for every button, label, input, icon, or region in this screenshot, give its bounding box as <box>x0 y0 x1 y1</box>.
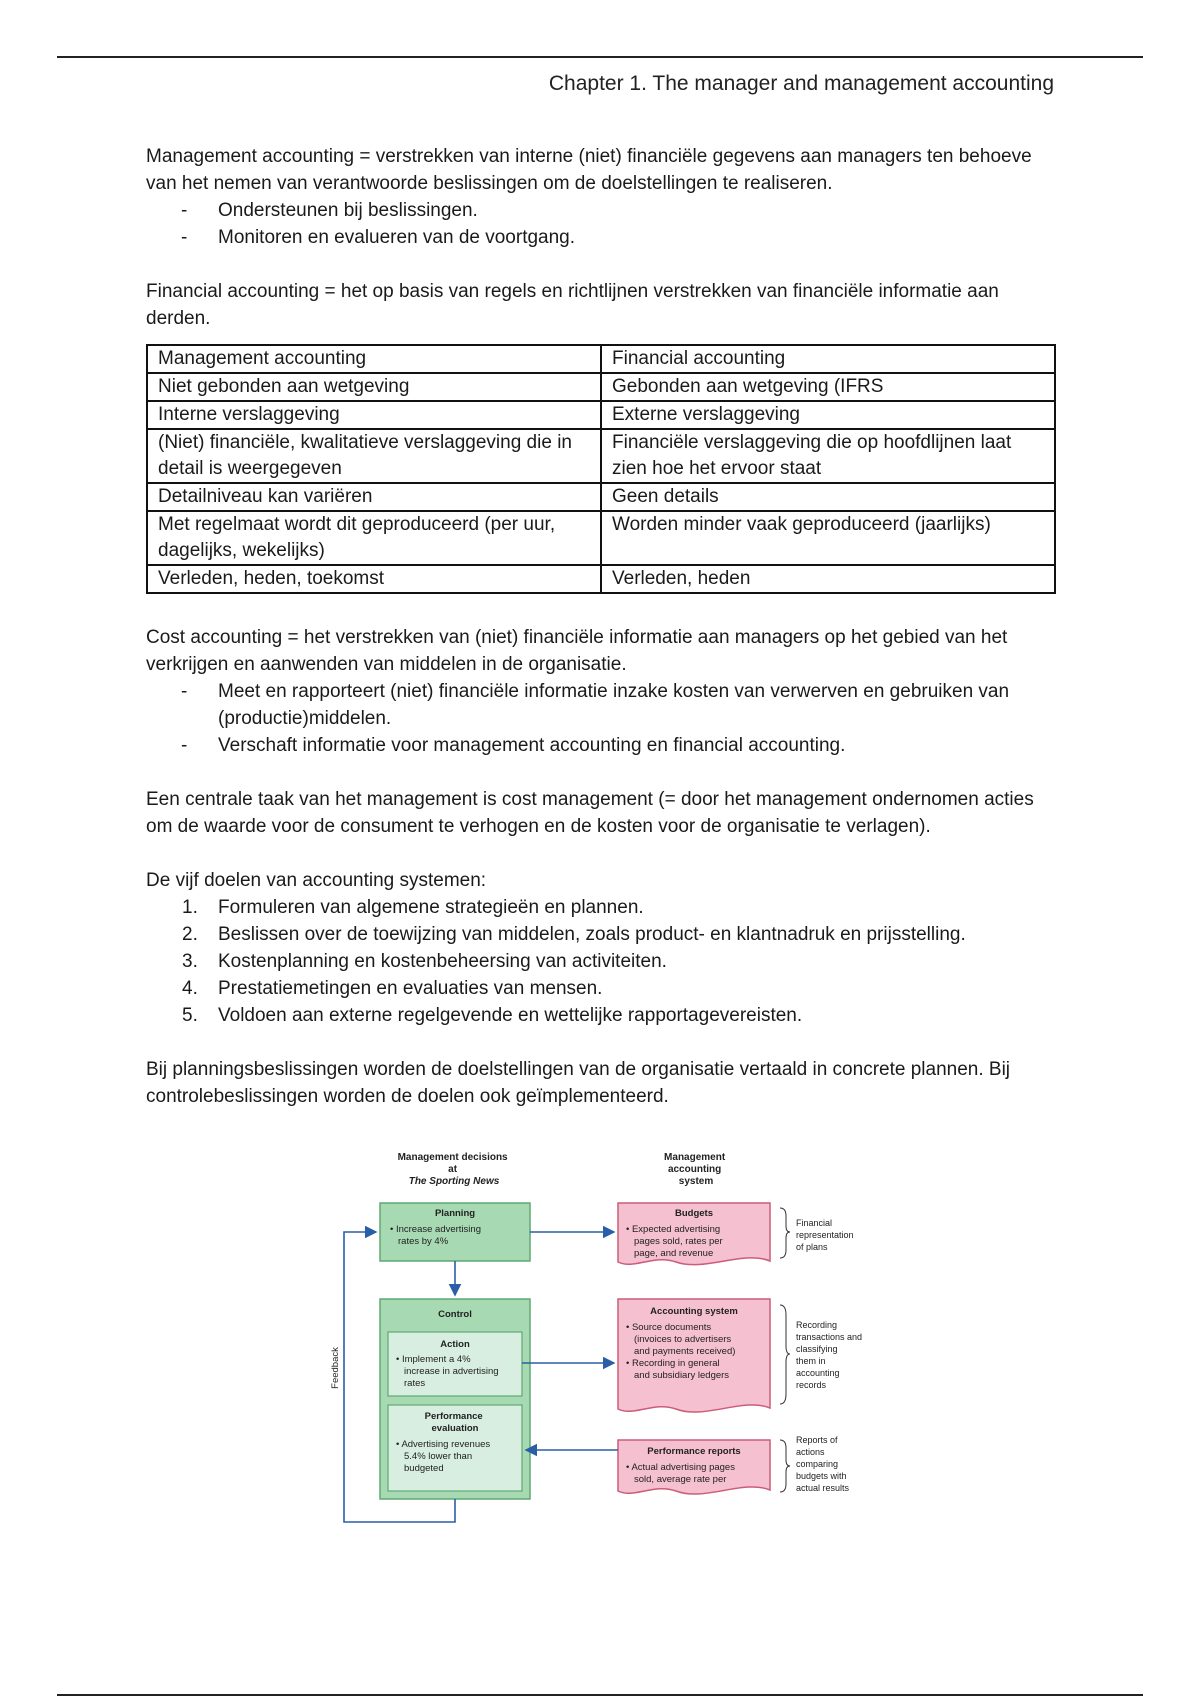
control-title: Control <box>438 1309 472 1320</box>
table-cell: Gebonden aan wetgeving (IFRS <box>601 373 1055 401</box>
cost-management-text: Een centrale taak van het management is cost management (= door het management ondernomen acties om de waarde voor de consument te verhogen en de kosten voor de organisatie te verlagen). <box>146 789 1034 837</box>
note-recording-transactions: Recording transactions and classifying them in accounting records <box>796 1320 863 1390</box>
note-financial-representation: Financial representation of plans <box>796 1218 854 1252</box>
table-cell: Externe verslaggeving <box>601 401 1055 429</box>
action-title: Action <box>440 1339 470 1350</box>
note-reports-of-actions: Reports of actions comparing budgets with actual results <box>796 1435 850 1493</box>
table-row <box>147 511 1055 565</box>
table-row <box>147 483 1055 511</box>
table-cell: Verleden, heden <box>601 565 1055 593</box>
planning-title: Planning <box>434 1208 476 1219</box>
list-item: - Ondersteunen bij beslissingen. <box>218 197 1056 224</box>
chapter-title: Chapter 1. The manager and management accounting <box>548 72 1054 95</box>
table-cell: Met regelmaat wordt dit geproduceerd (per uur, dagelijks, wekelijks) <box>147 511 601 565</box>
performance-evaluation-text: • Advertising revenues 5.4% lower than budgeted <box>396 1439 491 1474</box>
list-item: 3. Kostenplanning en kostenbeheersing van activiteiten. <box>182 951 667 972</box>
goals-list <box>146 894 1056 1029</box>
performance-evaluation-title: Performance evaluation <box>424 1411 483 1434</box>
list-item: - Monitoren en evalueren van de voortgang. <box>218 224 1056 251</box>
accounting-system-text: • Source documents (invoices to advertisers and payments received) • Recording in general and subsidiary ledgers <box>626 1322 736 1381</box>
table-cell: Geen details <box>601 483 1055 511</box>
performance-reports-text: • Actual advertising pages sold, average rate per <box>626 1462 735 1485</box>
left-header: Management decisions at The Sporting News <box>397 1152 508 1187</box>
table-cell: Detailniveau kan variëren <box>147 483 601 511</box>
table-cell: Management accounting <box>147 345 601 373</box>
cost-accounting-definition: Cost accounting = het verstrekken van (niet) financiële informatie aan managers op het gebied van het verkrijgen en aanwenden van middelen in de organisatie. <box>146 627 1008 675</box>
list-item: 1. Formuleren van algemene strategieën en plannen. <box>182 897 644 918</box>
planning-text: • Increase advertising rates by 4% <box>390 1224 481 1247</box>
budgets-title: Budgets <box>675 1208 713 1219</box>
management-accounting-diagram <box>324 1150 884 1530</box>
comparison-table <box>146 344 1056 594</box>
table-cell: Financial accounting <box>601 345 1055 373</box>
goals-intro: De vijf doelen van accounting systemen: <box>146 870 487 891</box>
list-item: 2. Beslissen over de toewijzing van middelen, zoals product- en klantnadruk en prijsstelling. <box>182 924 966 945</box>
performance-reports-title: Performance reports <box>647 1446 741 1457</box>
action-text: • Implement a 4% increase in advertising rates <box>396 1354 499 1389</box>
table-cell: (Niet) financiële, kwalitatieve verslaggeving die in detail is weergegeven <box>147 429 601 483</box>
footer-rule <box>57 1694 1143 1696</box>
table-row <box>147 401 1055 429</box>
table-cell: Financiële verslaggeving die op hoofdlijnen laat zien hoe het ervoor staat <box>601 429 1055 483</box>
table-cell: Interne verslaggeving <box>147 401 601 429</box>
list-item: - Verschaft informatie voor management accounting en financial accounting. <box>218 732 1056 759</box>
brace-3 <box>780 1440 790 1492</box>
feedback-label: Feedback <box>330 1347 341 1389</box>
table-cell: Verleden, heden, toekomst <box>147 565 601 593</box>
header-rule <box>57 56 1143 58</box>
list-item: - Meet en rapporteert (niet) financiële informatie inzake kosten van verwerven en gebruiken van (productie)middelen. <box>218 678 1056 732</box>
brace-2 <box>780 1305 790 1404</box>
list-item: 4. Prestatiemetingen en evaluaties van mensen. <box>182 978 603 999</box>
table-row <box>147 345 1055 373</box>
table-cell: Worden minder vaak geproduceerd (jaarlijks) <box>601 511 1055 565</box>
accounting-system-title: Accounting system <box>650 1306 738 1317</box>
management-accounting-definition: Management accounting = verstrekken van interne (niet) financiële gegevens aan managers ten behoeve van het nemen van verantwoorde beslissingen om de doelstellingen te realiseren. <box>146 146 1032 194</box>
table-row <box>147 429 1055 483</box>
table-row <box>147 565 1055 593</box>
budgets-text: • Expected advertising pages sold, rates per page, and revenue <box>626 1224 723 1259</box>
cost-bullets <box>146 678 1056 759</box>
right-header: Management accounting system <box>664 1152 726 1187</box>
planning-control-text: Bij planningsbeslissingen worden de doelstellingen van de organisatie vertaald in concrete plannen. Bij controlebeslissingen worden de doelen ook geïmplementeerd. <box>146 1059 1011 1107</box>
table-row <box>147 373 1055 401</box>
financial-accounting-definition: Financial accounting = het op basis van regels en richtlijnen verstrekken van financiële informatie aan derden. <box>146 281 999 329</box>
management-bullets <box>146 197 1056 251</box>
list-item: 5. Voldoen aan externe regelgevende en wettelijke rapportagevereisten. <box>182 1005 803 1026</box>
brace-1 <box>780 1208 790 1258</box>
document-body <box>146 143 1056 1110</box>
table-cell: Niet gebonden aan wetgeving <box>147 373 601 401</box>
